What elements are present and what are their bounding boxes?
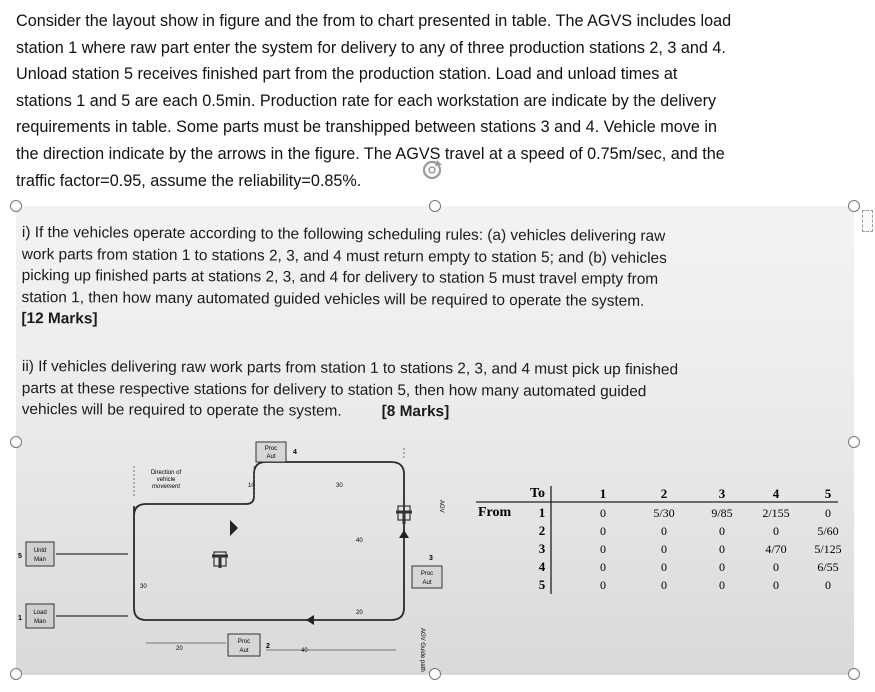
direction-arrow-icon	[399, 530, 409, 538]
station-number: 5	[18, 553, 22, 560]
resize-handle[interactable]	[429, 200, 441, 212]
question-1-line: station 1, then how many automated guided vehicles will be required to operate the system.	[21, 288, 645, 310]
row-header: 3	[538, 541, 546, 556]
from-label: From	[478, 505, 512, 520]
proc-aut-label: Proc	[264, 446, 278, 452]
resize-handle[interactable]	[10, 668, 22, 680]
from-to-chart	[476, 486, 846, 596]
table-cell: 0	[600, 578, 606, 592]
distance-label: 20	[356, 610, 363, 616]
table-cell: 0	[600, 560, 606, 574]
unld-label: Man	[34, 557, 46, 563]
proc-aut-label: Aut	[422, 580, 432, 586]
table-cell: 0	[825, 578, 831, 592]
question-2-line: parts at these respective stations for delivery to station 5, then how many automated guided	[21, 379, 647, 400]
question-1-line: i) If the vehicles operate according to the following scheduling rules: (a) vehicles delivering raw	[21, 223, 666, 245]
question-1-marks: [12 Marks]	[21, 309, 98, 328]
intro-line: the direction indicate by the arrows in the figure. The AGVS travel at a speed of 0.75m/sec, and the	[16, 144, 725, 163]
resize-handle[interactable]	[848, 200, 860, 212]
table-cell: 2/155	[762, 506, 790, 520]
question-1-line: work parts from station 1 to stations 2, 3, and 4 must return empty to station 5; and (b) vehicles	[21, 245, 667, 267]
intro-line: traffic factor=0.95, assume the reliability=0.85%.	[16, 171, 362, 190]
table-cell: 0	[773, 524, 779, 538]
distance-label: 30	[140, 584, 147, 590]
column-header: 3	[718, 486, 726, 501]
table-cell: 0	[825, 506, 831, 520]
proc-aut-label: Proc	[420, 571, 434, 577]
table-cell: 0	[600, 542, 606, 556]
question-1	[21, 222, 842, 335]
question-1-line: picking up finished parts at stations 2, 3, and 4 for delivery to station 5 must travel empty from	[21, 266, 659, 288]
table-cell: 0	[719, 524, 725, 538]
unld-label: Unld	[33, 548, 47, 554]
row-header: 5	[538, 577, 546, 592]
intro-line: Unload station 5 receives finished part from the production station. Load and unload times at	[16, 65, 678, 84]
table-cell: 5/30	[653, 506, 675, 520]
load-label: Man	[34, 619, 46, 625]
question-2-marks: [8 Marks]	[381, 402, 450, 421]
table-cell: 0	[773, 578, 779, 592]
row-header: 4	[538, 559, 546, 574]
station-number: 3	[429, 555, 433, 562]
question-2-line: ii) If vehicles delivering raw work parts from station 1 to stations 2, 3, and 4 must pick up finished	[21, 357, 679, 379]
column-header: 4	[772, 486, 780, 501]
table-cell: 0	[719, 560, 725, 574]
intro-line: stations 1 and 5 are each 0.5min. Production rate for each workstation are indicate by the delivery	[16, 91, 717, 110]
table-cell: 0	[661, 542, 667, 556]
table-cell: 6/55	[817, 560, 839, 574]
table-cell: 0	[719, 578, 725, 592]
agv-guide-label: AGV Guide path	[419, 628, 425, 672]
table-cell: 9/85	[711, 506, 733, 520]
question-2	[22, 356, 847, 425]
table-cell: 5/125	[814, 542, 842, 556]
question-photo[interactable]	[16, 206, 854, 675]
intro-line: station 1 where raw part enter the system for delivery to any of three production stations 2, 3 and 4.	[16, 38, 726, 57]
table-cell: 0	[600, 524, 606, 538]
layout-options-button[interactable]	[862, 210, 873, 232]
direction-label: vehicle	[156, 477, 176, 483]
column-header: 1	[599, 486, 607, 501]
proc-aut-label: Aut	[239, 648, 249, 654]
direction-arrow-icon	[230, 520, 238, 536]
direction-arrow-icon	[306, 615, 314, 625]
column-header: 2	[660, 486, 668, 501]
table-cell: 0	[661, 524, 667, 538]
direction-label: movement	[151, 484, 181, 490]
proc-aut-label: Proc	[237, 639, 251, 645]
station-number: 2	[266, 643, 270, 650]
distance-label: 40	[301, 648, 308, 654]
load-label: Load	[33, 610, 47, 616]
resize-handle[interactable]	[10, 436, 22, 448]
table-cell: 0	[773, 560, 779, 574]
table-cell: 0	[661, 560, 667, 574]
table-cell: 0	[661, 578, 667, 592]
resize-handle[interactable]	[429, 668, 441, 680]
proc-aut-label: Aut	[266, 454, 276, 460]
intro-line: Consider the layout show in figure and the from to chart presented in table. The AGVS includes load	[16, 12, 732, 30]
distance-label: 20	[176, 646, 183, 652]
distance-label: 10	[248, 483, 255, 489]
resize-handle[interactable]	[10, 200, 22, 212]
direction-label: Direction of	[150, 470, 182, 476]
table-cell: 0	[600, 506, 606, 520]
table-cell: 5/60	[817, 524, 839, 538]
resize-handle[interactable]	[848, 668, 860, 680]
agvs-layout-diagram	[16, 438, 466, 675]
rotate-handle-icon[interactable]	[420, 158, 444, 182]
agv-label: AGV	[438, 500, 444, 513]
row-header: 1	[538, 505, 546, 520]
to-label: To	[530, 486, 546, 501]
distance-label: 30	[336, 483, 343, 489]
station-number: 4	[293, 449, 297, 456]
row-header: 2	[538, 523, 546, 538]
question-2-line: vehicles will be required to operate the system.	[21, 400, 342, 420]
table-cell: 4/70	[765, 542, 787, 556]
table-cell: 0	[719, 542, 725, 556]
question-2-last-line	[22, 399, 847, 425]
intro-line: requirements in table. Some parts must be transhipped between stations 3 and 4. Vehicle move in	[16, 118, 717, 137]
resize-handle[interactable]	[848, 436, 860, 448]
station-number: 1	[18, 615, 22, 622]
column-header: 5	[824, 486, 832, 501]
distance-label: 40	[356, 538, 363, 544]
